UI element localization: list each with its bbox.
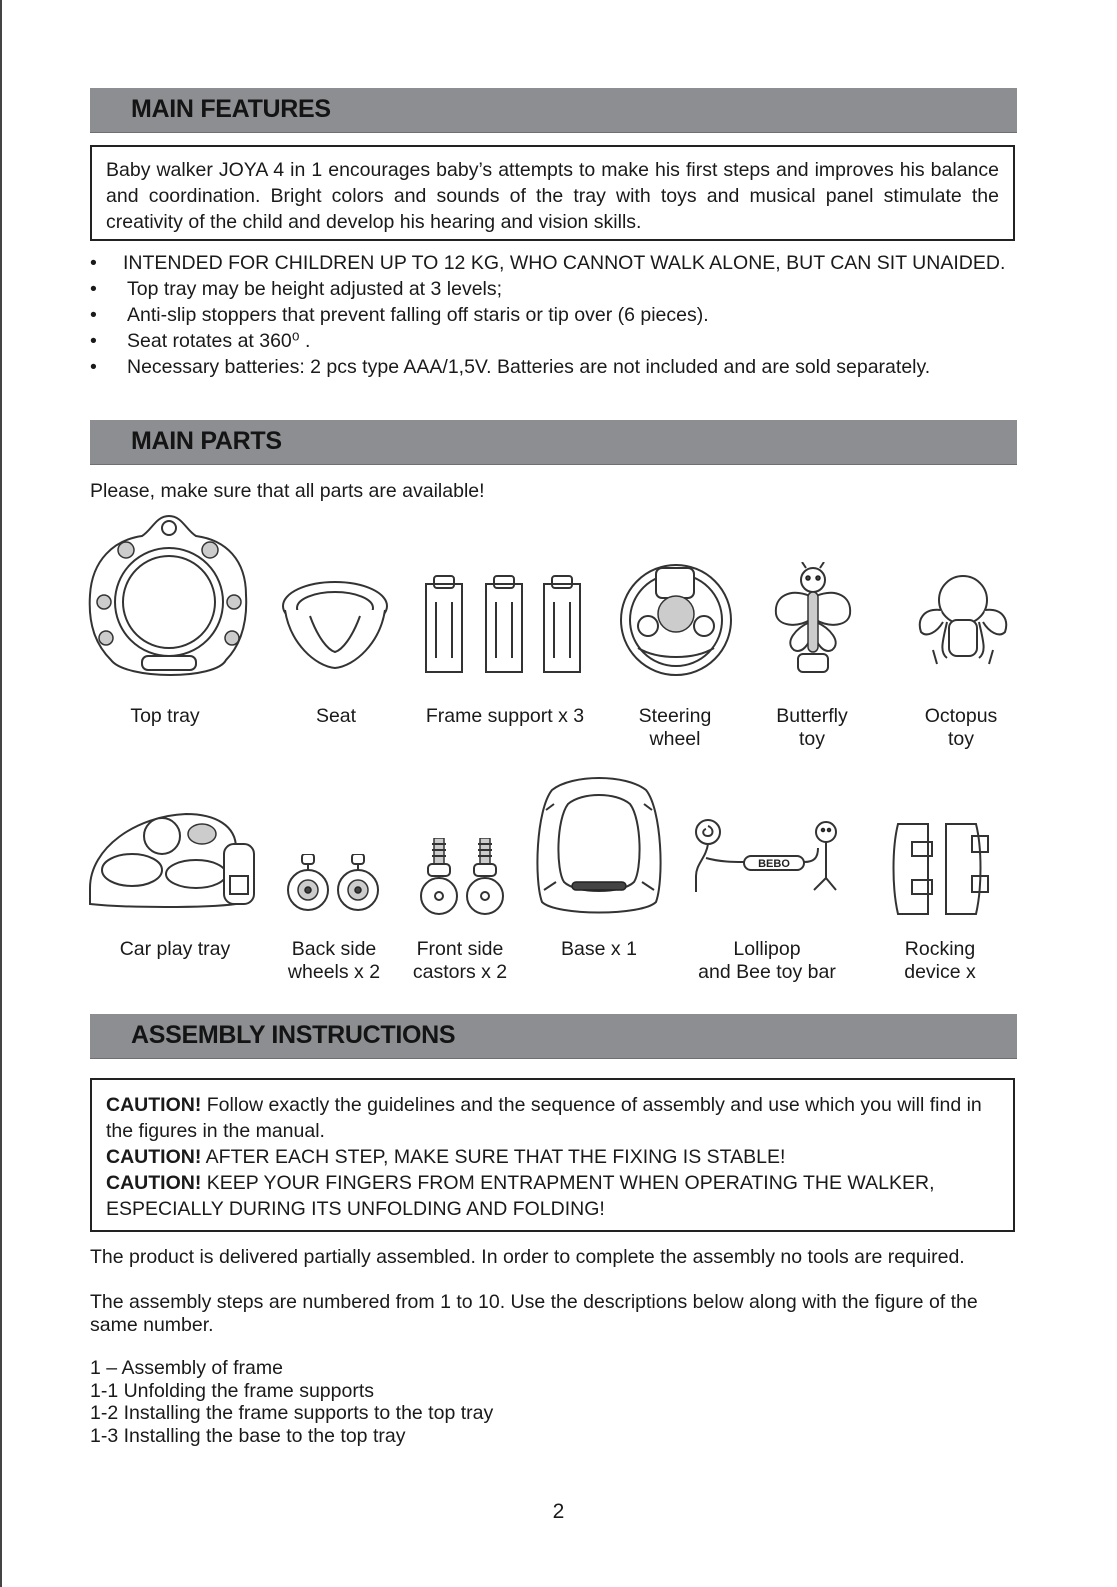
part-steering-wheel (616, 705, 734, 751)
section-title: ASSEMBLY INSTRUCTIONS (131, 1021, 456, 1049)
top-tray-illustration (86, 510, 252, 690)
car-play-tray-illustration (86, 808, 258, 914)
feature-item (90, 328, 1050, 354)
feature-item (90, 250, 1050, 276)
page-number: 2 (552, 1500, 565, 1523)
caution-line (106, 1170, 999, 1222)
assembly-step: 1 – Assembly of frame (90, 1357, 283, 1379)
part-label: Butterfly (776, 705, 848, 727)
butterfly-toy-illustration (770, 562, 856, 678)
intro-text: Baby walker JOYA 4 in 1 encourages baby’s attempts to make his first steps and improves his balance and coordination. Bright colors and sounds of the tray with toys and musical panel stimulate the creativity of the child and develop his hearing and vision skills. (106, 159, 999, 233)
section-header-assembly (90, 1014, 1017, 1059)
assembly-step: 1-3 Installing the base to the top tray (90, 1424, 406, 1447)
feature-list (90, 250, 1050, 380)
caution-label: CAUTION! (106, 1172, 202, 1194)
part-label-line2: and Bee toy bar (698, 961, 836, 983)
rocking-device-illustration (888, 818, 996, 920)
caution-text: AFTER EACH STEP, MAKE SURE THAT THE FIXING IS STABLE! (201, 1146, 786, 1168)
part-car-play-tray (100, 938, 250, 961)
part-label: Rocking (904, 938, 976, 960)
part-label: Octopus (924, 705, 998, 727)
base-illustration (532, 770, 666, 918)
assembly-steps-note: The assembly steps are numbered from 1 to 10. Use the descriptions below along with the figure of the same number. (90, 1291, 978, 1336)
caution-text: KEEP YOUR FINGERS FROM ENTRAPMENT WHEN OPERATING THE WALKER, ESPECIALLY DURING ITS UNFOLDING AND FOLDING! (106, 1172, 935, 1220)
part-base (548, 938, 650, 961)
frame-support-illustration (418, 572, 590, 684)
caution-box (90, 1078, 1015, 1232)
steering-wheel-illustration (618, 560, 734, 680)
section-title: MAIN FEATURES (131, 95, 331, 123)
part-frame-support (408, 705, 602, 728)
assembly-step-list (90, 1357, 493, 1447)
page-left-edge (0, 0, 2, 1587)
caution-line (106, 1144, 999, 1170)
part-label-line2: toy (798, 728, 825, 750)
part-butterfly-toy (758, 705, 866, 751)
part-front-castors (402, 938, 518, 984)
part-octopus-toy (906, 705, 1016, 751)
intro-box (90, 145, 1015, 241)
part-label: Back side (291, 938, 377, 960)
part-label: Seat (315, 705, 357, 727)
part-label-line2: toy (947, 728, 974, 750)
part-label-line2: castors x 2 (412, 961, 508, 983)
seat-illustration (280, 578, 390, 674)
part-label-line2: device x (904, 961, 976, 983)
feature-text: INTENDED FOR CHILDREN UP TO 12 KG, WHO CANNOT WALK ALONE, BUT CAN SIT UNAIDED. (123, 252, 1006, 274)
part-label: Lollipop (733, 938, 801, 960)
feature-text: Anti-slip stoppers that prevent falling off staris or tip over (6 pieces). (127, 304, 709, 326)
parts-note: Please, make sure that all parts are available! (90, 480, 485, 502)
part-label: Front side (416, 938, 504, 960)
assembly-step: 1-2 Installing the frame supports to the top tray (90, 1402, 494, 1424)
caution-text: Follow exactly the guidelines and the sequence of assembly and use which you will find in the figures in the manual. (106, 1094, 982, 1142)
assembly-intro: The product is delivered partially assembled. In order to complete the assembly no tools are required. (90, 1246, 965, 1268)
part-lollipop-bar (682, 938, 852, 984)
octopus-toy-illustration (913, 570, 1013, 670)
feature-item (90, 302, 1050, 328)
part-seat (276, 705, 396, 728)
section-header-main-parts (90, 420, 1017, 465)
front-castors-illustration (420, 838, 508, 916)
part-label: Frame support x 3 (425, 705, 585, 727)
back-wheels-illustration (284, 854, 384, 914)
part-rocking-device (888, 938, 992, 984)
caution-label: CAUTION! (106, 1146, 202, 1168)
part-label: Steering (638, 705, 712, 727)
assembly-step: 1-1 Unfolding the frame supports (90, 1379, 374, 1402)
part-label: Base x 1 (561, 938, 637, 960)
feature-text: Top tray may be height adjusted at 3 levels; (127, 278, 503, 300)
part-label: Car play tray (119, 938, 231, 960)
caution-line (106, 1092, 999, 1144)
part-top-tray (90, 705, 240, 728)
caution-label: CAUTION! (106, 1094, 202, 1116)
section-title: MAIN PARTS (131, 427, 282, 455)
bar-label: BEBO (758, 858, 790, 870)
feature-item (90, 354, 1050, 380)
part-label-line2: wheels x 2 (287, 961, 381, 983)
feature-item (90, 276, 1050, 302)
lollipop-bar-illustration (686, 818, 856, 902)
part-label: Top tray (130, 705, 200, 727)
feature-text: Seat rotates at 360⁰ . (127, 330, 311, 352)
part-back-wheels (276, 938, 392, 984)
part-label-line2: wheel (649, 728, 701, 750)
section-header-main-features (90, 88, 1017, 133)
feature-text: Necessary batteries: 2 pcs type AAA/1,5V. Batteries are not included and are sold separately. (127, 356, 931, 378)
